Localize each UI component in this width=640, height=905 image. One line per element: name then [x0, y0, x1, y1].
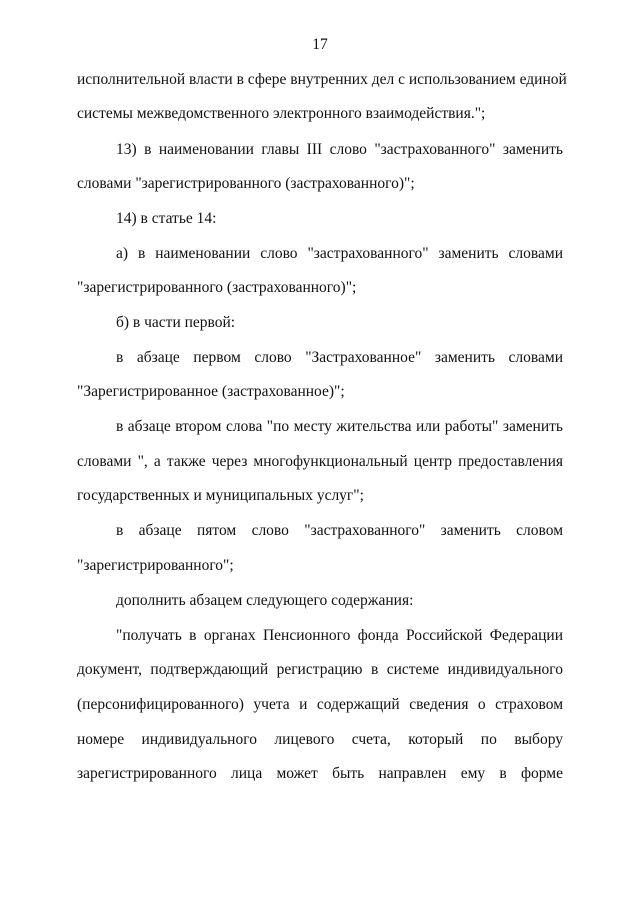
text-line: дополнить абзацем следующего содержания: [116, 592, 414, 609]
text-line: документ, подтверждающий регистрацию в системе индивидуального [77, 661, 563, 678]
text-line: 14) в статье 14: [116, 210, 217, 227]
text-line: в абзаце пятом слово "застрахованного" заменить словом [116, 522, 563, 539]
page-number: 17 [312, 36, 328, 53]
text-line: словами ", а также через многофункциональный центр предоставления [77, 453, 563, 470]
text-line: в абзаце втором слова "по месту жительства или работы" заменить [116, 418, 563, 435]
text-line: словами "зарегистрированного (застрахованного)"; [77, 175, 415, 192]
text-line: государственных и муниципальных услуг"; [77, 487, 364, 504]
text-line: "Зарегистрированное (застрахованное)"; [77, 383, 345, 400]
text-line: в абзаце первом слово "Застрахованное" заменить словами [116, 349, 563, 366]
text-line: исполнительной власти в сфере внутренних дел с использованием единой [77, 71, 567, 88]
text-line: "получать в органах Пенсионного фонда Российской Федерации [116, 627, 563, 644]
text-line: а) в наименовании слово "застрахованного" заменить словами [116, 245, 563, 262]
text-line: 13) в наименовании главы III слово "застрахованного" заменить [116, 141, 563, 158]
text-line: "зарегистрированного (застрахованного)"; [77, 279, 357, 296]
text-line: зарегистрированного лица может быть направлен ему в форме [77, 765, 563, 782]
text-line: б) в части первой: [116, 314, 236, 331]
text-line: "зарегистрированного"; [77, 557, 234, 574]
text-line: номере индивидуального лицевого счета, который по выбору [77, 731, 563, 748]
text-line: системы межведомственного электронного взаимодействия."; [77, 105, 486, 122]
text-line: (персонифицированного) учета и содержащий сведения о страховом [77, 696, 563, 713]
